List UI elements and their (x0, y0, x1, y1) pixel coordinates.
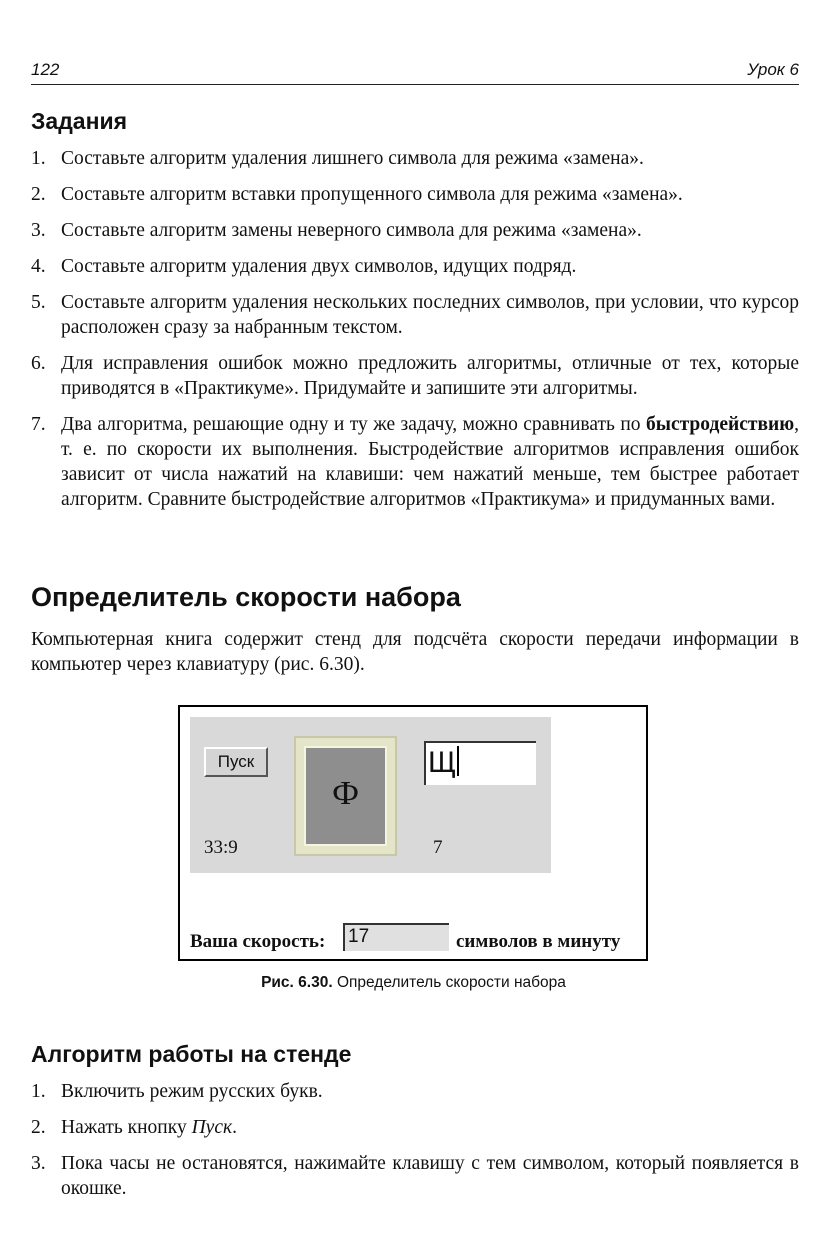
list-item (31, 1079, 799, 1104)
item-text-start: Два алгоритма, решающие одну и ту же задачу, можно сравнивать по (61, 414, 646, 435)
running-header (31, 58, 799, 85)
item-text-start: Нажать кнопку (61, 1117, 192, 1138)
typed-char-input[interactable] (424, 741, 536, 785)
item-number: 6. (31, 353, 46, 374)
start-button[interactable]: Пуск (204, 747, 268, 777)
speed-field: 17 (343, 923, 449, 951)
caption-label: Рис. 6.30. (261, 974, 333, 991)
char-display-frame (294, 736, 397, 856)
speed-label: Ваша скорость: (190, 931, 326, 952)
item-number: 3. (31, 220, 46, 241)
item-text: Пока часы не остановятся, нажимайте клавишу с тем символом, который появляется в окошке. (61, 1153, 799, 1199)
list-item (31, 146, 799, 171)
chapter-title: Урок 6 (747, 60, 799, 79)
timer-readout: 33:9 (204, 837, 238, 858)
speed-meter-figure (178, 705, 648, 961)
list-item (31, 412, 799, 512)
item-text-end: . (232, 1117, 237, 1138)
item-number: 5. (31, 292, 46, 313)
tasks-heading: Задания (31, 108, 128, 134)
item-number: 1. (31, 1081, 46, 1102)
list-item (31, 218, 799, 243)
item-text: Составьте алгоритм вставки пропущенного символа для режима «замена». (61, 184, 683, 205)
list-item (31, 1115, 799, 1140)
list-item (31, 254, 799, 279)
speed-unit: символов в минуту (456, 931, 621, 952)
algorithm-list (31, 1079, 799, 1201)
item-number: 1. (31, 148, 46, 169)
text-caret (457, 746, 459, 776)
page-number: 122 (31, 60, 60, 79)
list-item (31, 1151, 799, 1201)
typed-char: Щ (428, 746, 457, 779)
caption-text: Определитель скорости набора (336, 974, 566, 991)
item-number: 3. (31, 1153, 46, 1174)
section-heading: Определитель скорости набора (31, 582, 461, 612)
item-number: 2. (31, 184, 46, 205)
item-text: Составьте алгоритм удаления нескольких последних символов, при условии, что курсор расположен сразу за набранным текстом. (61, 292, 799, 338)
item-text: Для исправления ошибок можно предложить алгоритмы, отличные от тех, которые приводятся в «Практикуме». Придумайте и запишите эти алгоритмы. (61, 353, 799, 399)
algorithm-heading: Алгоритм работы на стенде (31, 1041, 352, 1067)
item-number: 7. (31, 414, 46, 435)
list-item (31, 182, 799, 207)
display-char: Ф (304, 746, 387, 846)
item-term: быстродействию (645, 414, 795, 435)
item-button-name: Пуск (191, 1117, 233, 1138)
section-intro: Компьютерная книга содержит стенд для подсчёта скорости передачи информации в компьютер через клавиатуру (рис. 6.30). (31, 629, 799, 675)
count-readout: 7 (433, 837, 443, 858)
tasks-list (31, 146, 799, 512)
item-text-end: , т. е. по скорости их выполнения. Быстродействие алгоритмов исправления ошибок зависит от числа нажатий на клавиши: чем нажатий меньше, тем быстрее работает алгоритм. Сравните быстродействие алгоритмов «Практикума» и придуманных вами. (61, 414, 799, 510)
item-text: Составьте алгоритм удаления двух символов, идущих подряд. (61, 256, 577, 277)
figure-caption (0, 974, 827, 992)
item-text: Составьте алгоритм удаления лишнего символа для режима «замена». (61, 148, 644, 169)
list-item (31, 290, 799, 340)
control-panel (190, 717, 551, 873)
item-text: Составьте алгоритм замены неверного символа для режима «замена». (61, 220, 642, 241)
item-number: 4. (31, 256, 46, 277)
list-item (31, 351, 799, 401)
item-text: Включить режим русских букв. (61, 1081, 323, 1102)
item-number: 2. (31, 1117, 46, 1138)
